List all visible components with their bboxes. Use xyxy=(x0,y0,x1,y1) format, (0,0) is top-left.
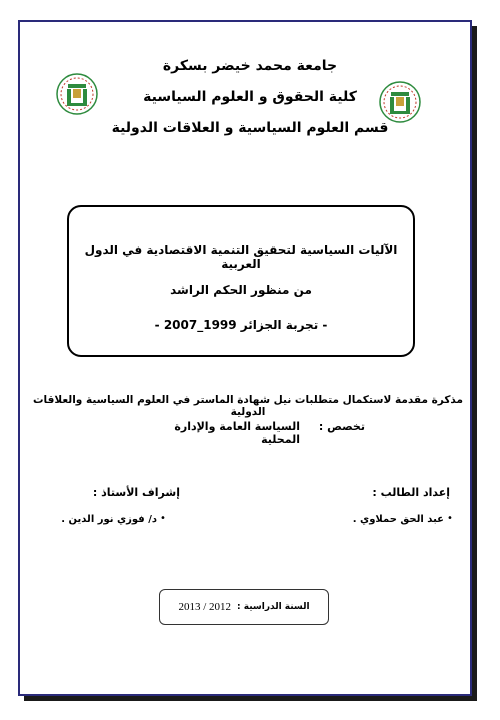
supervisor-name: د/ فوزي نور الدين . xyxy=(61,514,157,525)
faculty-name: كلية الحقوق و العلوم السياسية xyxy=(143,89,357,105)
thesis-title-line-2: من منظور الحكم الراشد xyxy=(170,283,312,297)
university-name: جامعة محمد خيضر بسكرة xyxy=(162,58,338,74)
page-shadow-right xyxy=(472,26,477,700)
specialty-value: السياسة العامة والإدارة المحلية xyxy=(174,420,300,446)
academic-year-box xyxy=(159,589,329,625)
student-label: إعداد الطالب : xyxy=(372,486,450,499)
thesis-title-line-1: الآليات السياسية لتحقيق التنمية الاقتصادية في الدول العربية xyxy=(84,243,398,271)
thesis-statement: مذكرة مقدمة لاستكمال متطلبات نيل شهادة الماستر في العلوم السياسية والعلاقات الدولية xyxy=(32,394,464,418)
university-logo-left-icon xyxy=(55,72,99,116)
page-shadow-bottom xyxy=(24,696,477,701)
academic-year-value: 2013 / 2012 xyxy=(178,601,232,613)
student-name: عبد الحق حملاوي . xyxy=(352,514,444,525)
specialty-label: تخصص : xyxy=(318,420,365,433)
bullet-icon: • xyxy=(160,513,166,524)
thesis-title-box xyxy=(67,205,415,357)
academic-year-label: السنة الدراسية : xyxy=(237,602,310,612)
department-name: قسم العلوم السياسية و العلاقات الدولية xyxy=(111,120,389,136)
supervisor-label: إشراف الأستاذ : xyxy=(92,486,180,499)
thesis-title-line-3: - تجربة الجزائر 1999_2007 - xyxy=(154,318,328,332)
bullet-icon: • xyxy=(447,513,453,524)
